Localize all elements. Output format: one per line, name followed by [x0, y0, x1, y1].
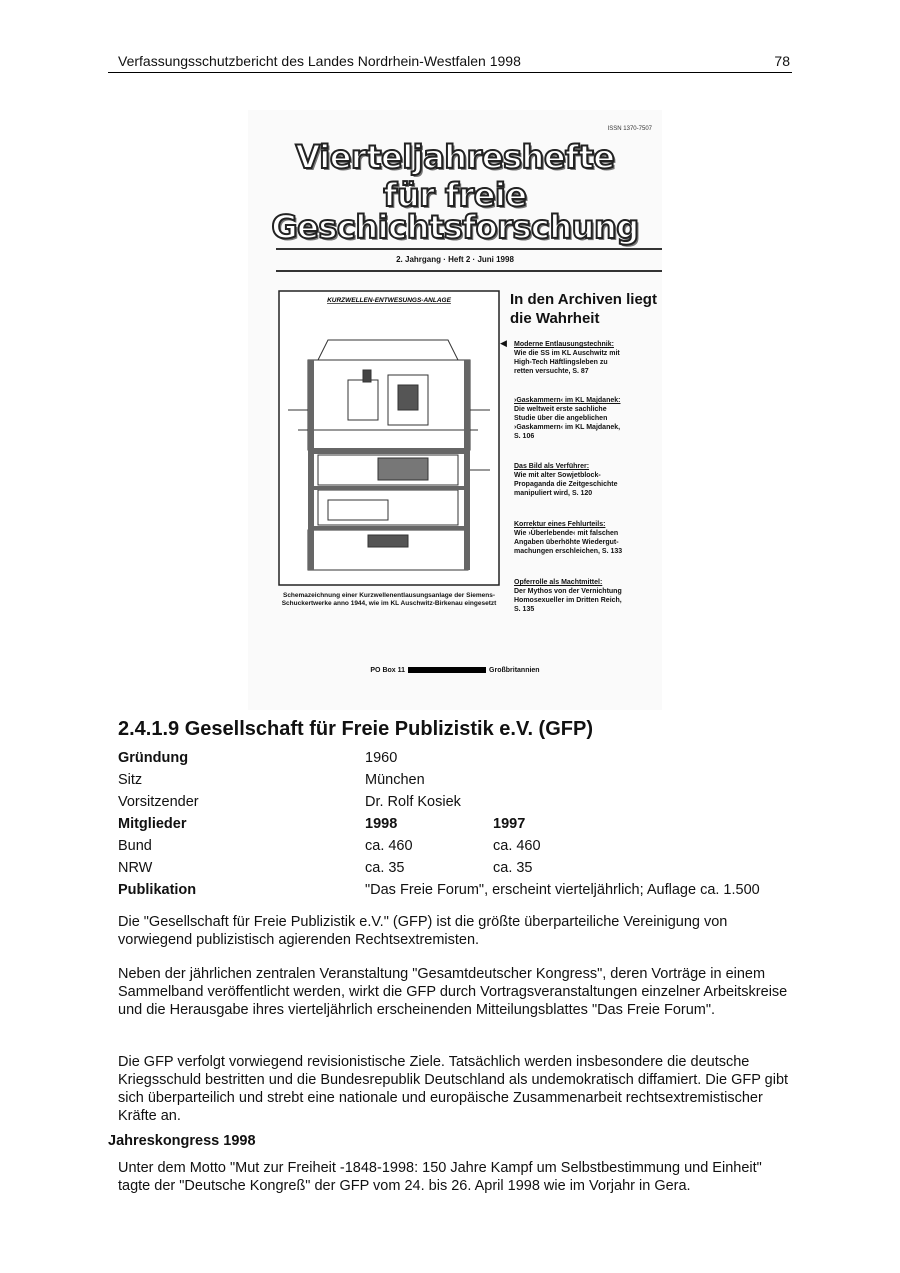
seat-label: Sitz [118, 772, 143, 788]
cover-headline: In den Archiven liegt die Wahrheit [510, 291, 657, 327]
cover-title-line-1: Vierteljahreshefte [295, 138, 615, 176]
table-row [118, 880, 798, 902]
cover-teaser [514, 396, 660, 441]
federal-1997: ca. 460 [493, 838, 541, 854]
table-row [118, 814, 798, 836]
founding-value: 1960 [365, 750, 398, 766]
table-row [118, 770, 798, 792]
body-paragraph: Die GFP verfolgt vorwiegend revisionistische Ziele. Tatsächlich werden insbesondere die deutsche Kriegsschuld bestritten und die Bundesrepublik Deutschland als undemokratisch diffamiert. Die GFP gibt sich überparteilich und strebt eine nationale und europäische Zusammenarbeit rechtsextremistischer Kräfte an. [118, 1054, 789, 1124]
body-paragraph: Neben der jährlichen zentralen Veranstaltung "Gesamtdeutscher Kongress", deren Vorträge in einem Sammelband veröffentlicht werden, wirkt die GFP durch Vortragsveranstaltungen einzelner Arbeitskreise und die Herausgabe ihres vierteljährlich erscheinenden Mitteilungsblattes "Das Freie Forum". [118, 966, 788, 1018]
cover-teaser [514, 462, 660, 498]
teaser-text: Der Mythos von der Vernichtung Homosexueller im Dritten Reich, S. 135 [514, 588, 622, 613]
publication-label: Publikation [118, 882, 197, 898]
drawing-label: KURZWELLEN-ENTWESUNGS-ANLAGE [327, 297, 451, 304]
teaser-title: Das Bild als Verführer: [514, 463, 590, 470]
cover-address [248, 667, 662, 674]
cover-rule-bottom [276, 270, 662, 272]
document-title: Verfassungsschutzbericht des Landes Nordrhein-Westfalen 1998 [118, 53, 521, 69]
cover-teaser [514, 520, 660, 556]
pobox-prefix: PO Box 11 [370, 667, 406, 674]
nrw-1998: ca. 35 [365, 860, 405, 876]
table-row [118, 836, 798, 858]
teaser-text: Wie ›Überlebende‹ mit falschen Angaben überhöhte Wiedergut- machungen erschleichen, S. 133 [514, 530, 623, 555]
pointer-arrow-icon: ◀ [500, 338, 507, 348]
year-1998-header: 1998 [365, 816, 398, 832]
table-row [118, 748, 798, 770]
table-row [118, 792, 798, 814]
members-label: Mitglieder [118, 816, 187, 832]
teaser-title: Opferrolle als Machtmittel: [514, 579, 603, 586]
year-1997-header: 1997 [493, 816, 526, 832]
teaser-title: ›Gaskammern‹ im KL Majdanek: [514, 397, 621, 404]
publication-value: "Das Freie Forum", erscheint vierteljährlich; Auflage ca. 1.500 [365, 882, 760, 898]
cover-title-line-2: für freie [383, 176, 527, 214]
redaction-bar [408, 667, 486, 673]
cover-teaser [514, 340, 660, 376]
cover-issue-line: 2. Jahrgang · Heft 2 · Juni 1998 [396, 255, 514, 264]
teaser-title: Korrektur eines Fehlurteils: [514, 521, 606, 528]
organization-info-table [118, 748, 798, 902]
nrw-1997: ca. 35 [493, 860, 533, 876]
pobox-suffix: Großbritannien [489, 667, 540, 674]
body-paragraph: Die "Gesellschaft für Freie Publizistik e.V." (GFP) ist die größte überparteiliche Vereinigung von vorwiegend publizistisch agierenden Rechtsextremisten. [118, 914, 728, 948]
chair-label: Vorsitzender [118, 794, 199, 810]
seat-value: München [365, 772, 425, 788]
section-heading: 2.4.1.9 Gesellschaft für Freie Publizistik e.V. (GFP) [118, 718, 593, 740]
magazine-cover-image [248, 110, 662, 710]
teaser-text: Die weltweit erste sachliche Studie über die angeblichen ›Gaskammern‹ im KL Majdanek, S. 106 [514, 406, 621, 440]
cover-teaser [514, 578, 660, 614]
page-number: 78 [774, 53, 790, 69]
cover-rule-top [276, 248, 662, 250]
teaser-text: Wie mit alter Sowjetblock- Propaganda die Zeitgeschichte manipuliert wird, S. 120 [514, 472, 618, 497]
cover-title-line-3: Geschichtsforschung [271, 208, 639, 246]
table-row [118, 858, 798, 880]
teaser-text: Wie die SS im KL Auschwitz mit High-Tech Häftlingsleben zu retten versuchte, S. 87 [514, 350, 620, 375]
founding-label: Gründung [118, 750, 189, 766]
cover-issn: ISSN 1370-7507 [607, 126, 652, 132]
nrw-label: NRW [118, 860, 153, 876]
drawing-caption: Schemazeichnung einer Kurzwellenentlausungsanlage der Siemens-Schuckertwerke anno 1944, wie im KL Auschwitz-Birkenau eingesetzt [281, 592, 497, 607]
cover-technical-drawing [278, 290, 500, 586]
chair-value: Dr. Rolf Kosiek [365, 794, 461, 810]
teaser-title: Moderne Entlausungstechnik: [514, 341, 614, 348]
federal-label: Bund [118, 838, 152, 854]
subheading: Jahreskongress 1998 [108, 1133, 256, 1149]
body-paragraph: Unter dem Motto "Mut zur Freiheit -1848-1998: 150 Jahre Kampf um Selbstbestimmung und Einheit" tagte der "Deutsche Kongreß" der GFP vom 24. bis 26. April 1998 wie im Vorjahr in Gera. [118, 1160, 762, 1194]
federal-1998: ca. 460 [365, 838, 413, 854]
running-header [108, 52, 792, 73]
